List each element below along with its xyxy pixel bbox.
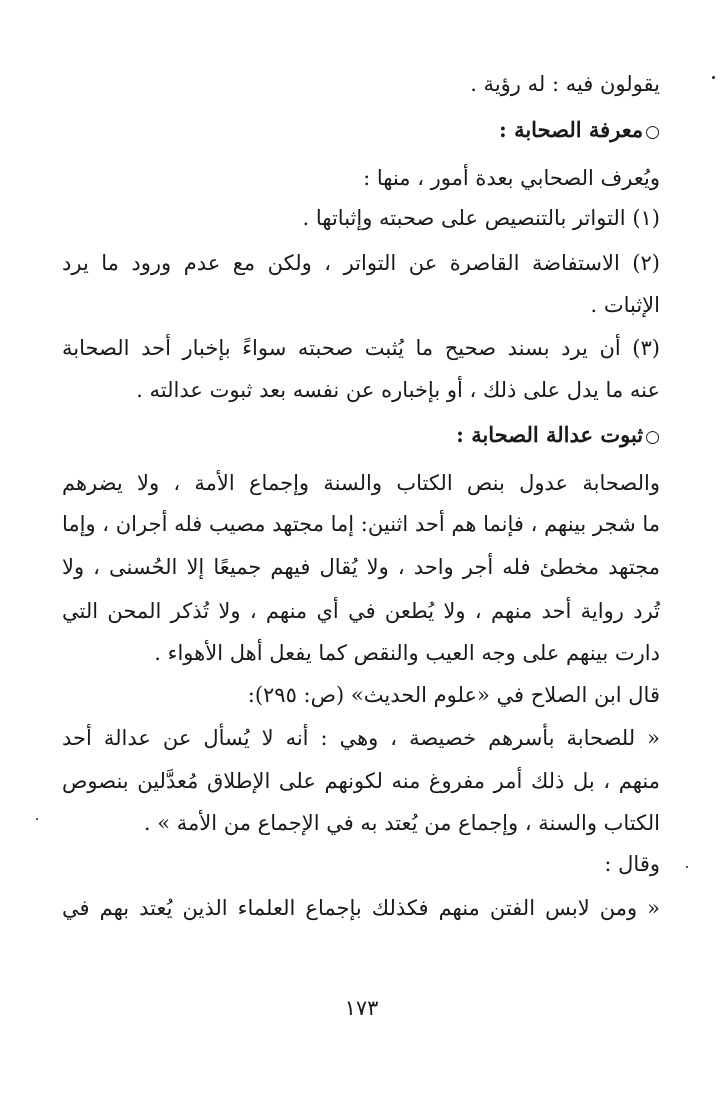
section-heading-companions-integrity — [456, 420, 660, 450]
text-line-11: ما شجر بينهم ، فإنما هم أحد اثنين: إما مجتهد مصيب فله أجران ، وإما — [62, 512, 660, 536]
page-number: ١٧٣ — [344, 996, 379, 1020]
scan-speck — [712, 76, 715, 79]
text-line-13: تُرد رواية أحد منهم ، ولا يُطعن في أي منهم ، ولا تُذكر المحن التي — [62, 599, 660, 623]
text-line-12: مجتهد مخطئ فله أجر واحد ، ولا يُقال فيهم جميعًا إلا الحُسنى ، ولا — [62, 555, 660, 579]
text-line-8: عنه ما يدل على ذلك ، أو بإخباره عن نفسه بعد ثبوت عدالته . — [136, 378, 660, 402]
quote-line-1: « للصحابة بأسرهم خصيصة ، وهي : أنه لا يُسأل عن عدالة أحد — [62, 726, 660, 750]
text-line-6: الإثبات . — [590, 293, 660, 317]
scan-speck — [686, 866, 688, 868]
section-heading-companions-knowledge — [499, 115, 660, 145]
text-line-19: وقال : — [604, 852, 660, 876]
quote-line-4: « ومن لابس الفتن منهم فكذلك بإجماع العلماء الذين يُعتد بهم في — [62, 896, 660, 920]
scan-speck — [36, 818, 38, 820]
citation-line: قال ابن الصلاح في «علوم الحديث» (ص: ٢٩٥): — [247, 683, 660, 707]
heading-text: معرفة الصحابة : — [499, 117, 644, 142]
quote-line-2: منهم ، بل ذلك أمر مفروغ منه لكونهم على الإطلاق مُعدَّلين بنصوص — [62, 769, 660, 793]
list-item-1: (١) التواتر بالتنصيص على صحبته وإثباتها . — [302, 206, 660, 230]
list-item-2: (٢) الاستفاضة القاصرة عن التواتر ، ولكن مع عدم ورود ما يرد — [62, 251, 660, 275]
heading-text: ثبوت عدالة الصحابة : — [456, 422, 644, 447]
text-line-1: يقولون فيه : له رؤية . — [470, 72, 660, 96]
quote-line-3: الكتاب والسنة ، وإجماع من يُعتد به في الإجماع من الأمة » . — [143, 811, 660, 835]
heading-bullet-icon: ○ — [645, 427, 660, 447]
text-line-14: دارت بينهم على وجه العيب والنقص كما يفعل أهل الأهواء . — [154, 641, 660, 665]
heading-bullet-icon: ○ — [645, 122, 660, 142]
text-line-3: ويُعرف الصحابي بعدة أمور ، منها : — [363, 166, 660, 190]
text-line-10: والصحابة عدول بنص الكتاب والسنة وإجماع الأمة ، ولا يضرهم — [62, 471, 660, 495]
list-item-3: (٣) أن يرد بسند صحيح ما يُثبت صحبته سواءً بإخبار أحد الصحابة — [62, 336, 660, 360]
